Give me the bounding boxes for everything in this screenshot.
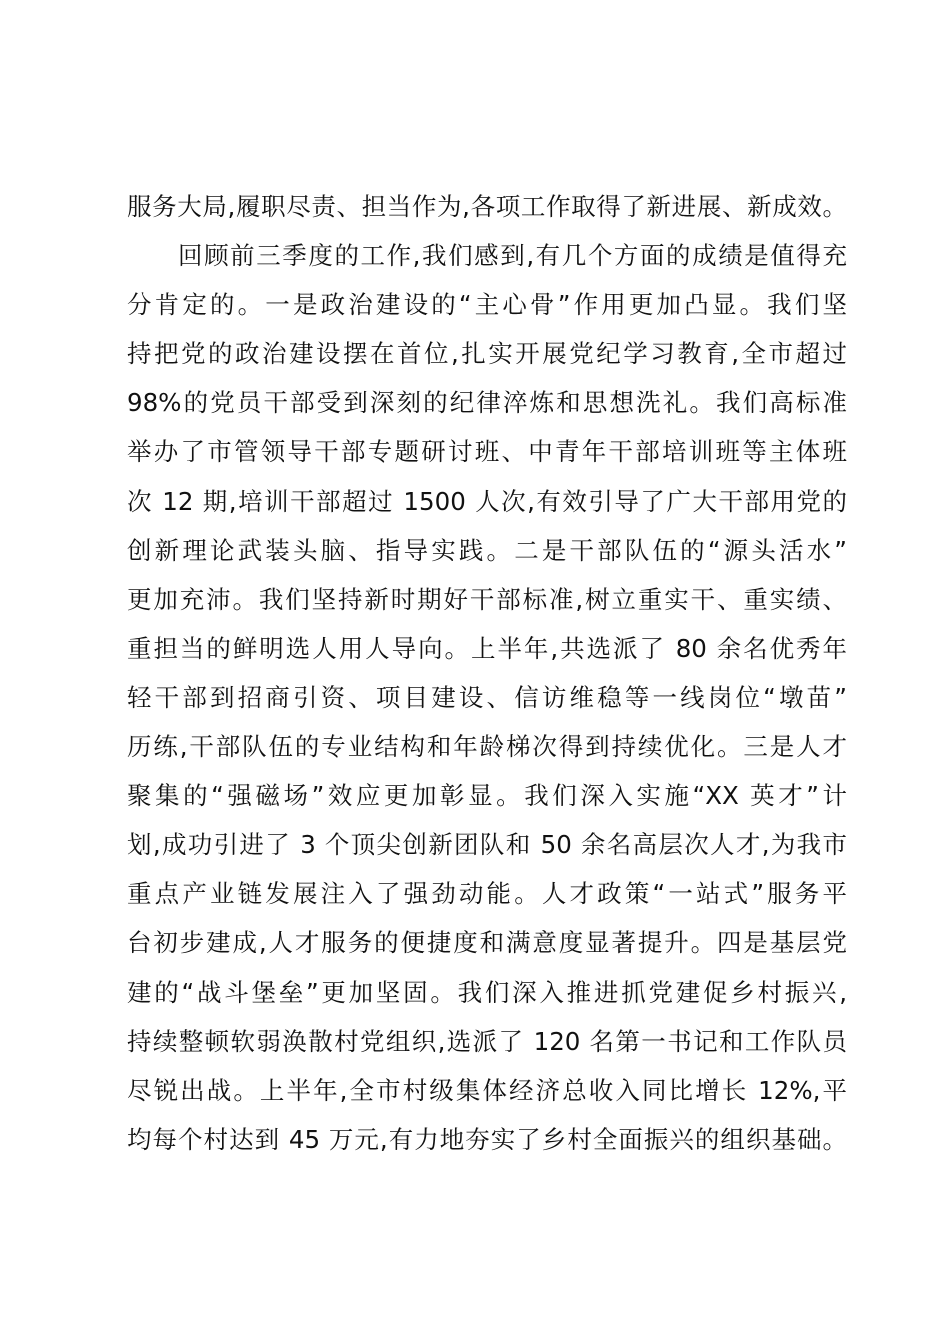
text-line: 举办了市管领导干部专题研讨班、中青年干部培训班等主体班 — [127, 437, 847, 467]
text-line: 台初步建成,人才服务的便捷度和满意度显著提升。四是基层党 — [127, 928, 847, 958]
text-line: 重点产业链发展注入了强劲动能。人才政策“一站式”服务平 — [127, 879, 847, 909]
text-line: 98%的党员干部受到深刻的纪律淬炼和思想洗礼。我们高标准 — [127, 388, 847, 418]
text-line: 重担当的鲜明选人用人导向。上半年,共选派了 80 余名优秀年 — [127, 633, 847, 663]
text-line: 聚集的“强磁场”效应更加彰显。我们深入实施“XX 英才”计 — [127, 781, 847, 811]
text-line: 划,成功引进了 3 个顶尖创新团队和 50 余名高层次人才,为我市 — [127, 830, 847, 860]
text-line: 创新理论武装头脑、指导实践。二是干部队伍的“源头活水” — [127, 535, 847, 565]
text-line-paragraph-start: 回顾前三季度的工作,我们感到,有几个方面的成绩是值得充 — [178, 241, 847, 271]
text-line: 次 12 期,培训干部超过 1500 人次,有效引导了广大干部用党的 — [127, 486, 847, 516]
text-line: 轻干部到招商引资、项目建设、信访维稳等一线岗位“墩苗” — [127, 682, 847, 712]
text-line: 持把党的政治建设摆在首位,扎实开展党纪学习教育,全市超过 — [127, 339, 847, 369]
text-line: 分肯定的。一是政治建设的“主心骨”作用更加凸显。我们坚 — [127, 290, 847, 320]
text-line: 更加充沛。我们坚持新时期好干部标准,树立重实干、重实绩、 — [127, 584, 847, 614]
text-line: 均每个村达到 45 万元,有力地夯实了乡村全面振兴的组织基础。 — [127, 1124, 847, 1154]
text-line: 建的“战斗堡垒”更加坚固。我们深入推进抓党建促乡村振兴, — [127, 977, 847, 1007]
text-line: 服务大局,履职尽责、担当作为,各项工作取得了新进展、新成效。 — [127, 192, 847, 221]
text-line: 持续整顿软弱涣散村党组织,选派了 120 名第一书记和工作队员 — [127, 1026, 847, 1056]
text-line: 历练,干部队伍的专业结构和年龄梯次得到持续优化。三是人才 — [127, 732, 847, 762]
body-text — [127, 182, 847, 1164]
text-line: 尽锐出战。上半年,全市村级集体经济总收入同比增长 12%,平 — [127, 1075, 847, 1105]
